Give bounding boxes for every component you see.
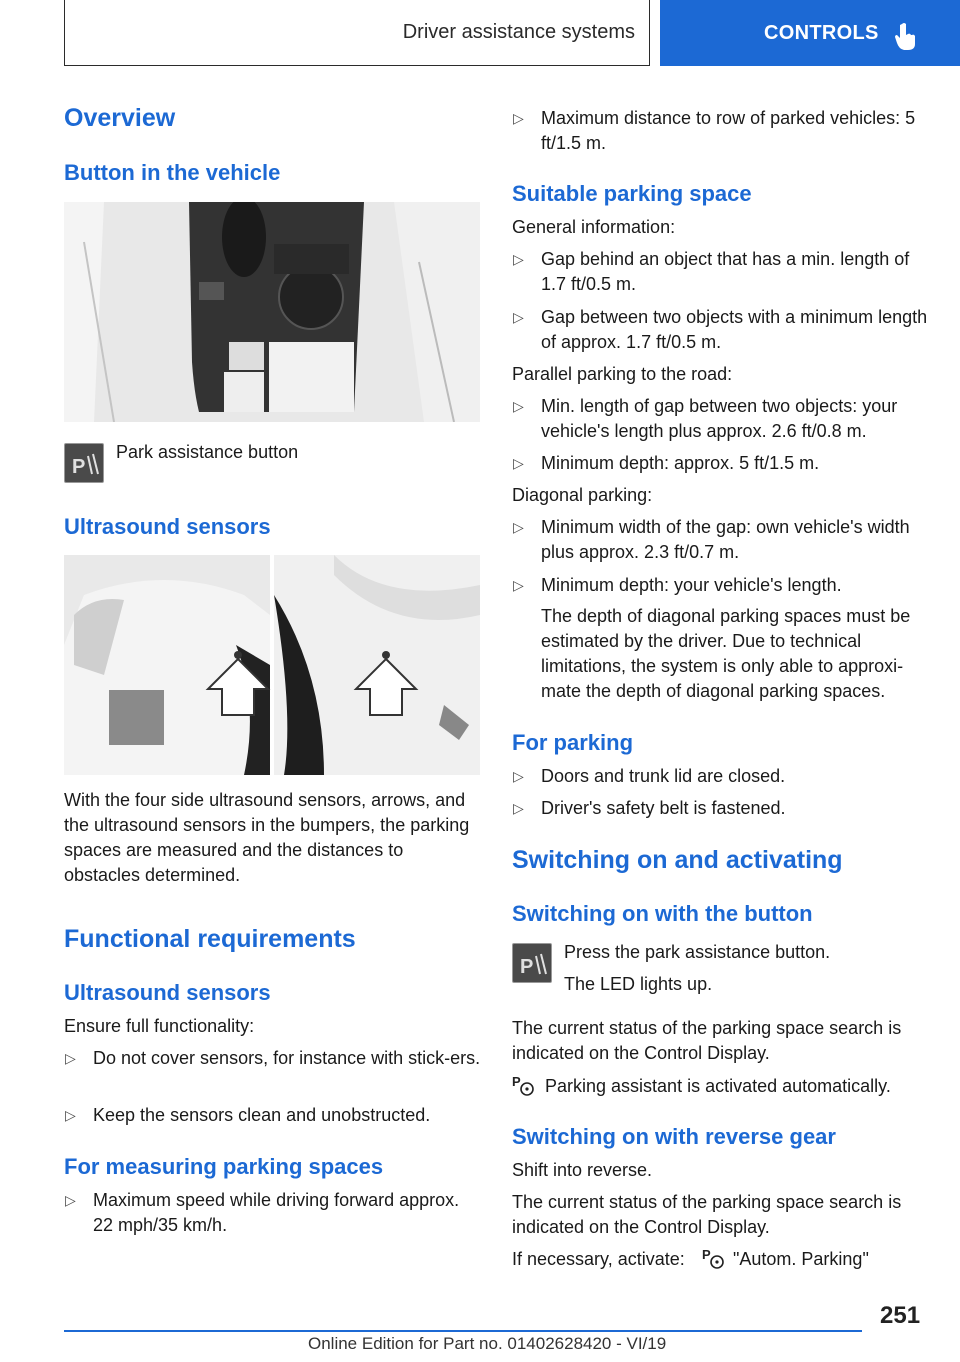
bullet-triangle-icon: ▷ (65, 1050, 76, 1066)
press-button-text: Press the park assistance button. (564, 942, 831, 962)
park-assist-button-icon (64, 443, 104, 483)
diagonal-parking-text: Diagonal parking: (512, 485, 653, 505)
bullet-triangle-icon: ▷ (513, 309, 524, 325)
hand-pointer-icon (894, 22, 918, 52)
parking-assistant-icon (702, 1246, 726, 1270)
diagonal-note: The depth of diagonal parking spaces must be estimated by the driver. Due to technical limitations, the system is only able to approxi-mate the depth of diagonal parking spaces. (541, 606, 911, 701)
switching-on-reverse-heading: Switching on with reverse gear (512, 1124, 836, 1149)
list-item: ▷ Minimum depth: your vehicle's length. (512, 573, 930, 598)
bullet-triangle-icon: ▷ (65, 1192, 76, 1208)
ensure-functionality-text: Ensure full functionality: (64, 1016, 255, 1036)
svg-text:P: P (512, 1074, 521, 1089)
parallel-parking-text: Parallel parking to the road: (512, 364, 733, 384)
switching-on-button-heading: Switching on with the button (512, 901, 813, 926)
switching-on-activating-heading: Switching on and activating (512, 846, 843, 874)
auto-activated-text: Parking assistant is activated automatically. (545, 1076, 891, 1096)
page-number: 251 (880, 1302, 921, 1329)
activate-text: If necessary, activate: (512, 1249, 685, 1269)
list-item: ▷ Do not cover sensors, for instance with stick-ers. (64, 1046, 482, 1071)
overview-heading: Overview (64, 104, 176, 132)
status-text-1: The current status of the parking space search is indicated on the Control Display. (512, 1018, 902, 1063)
footer-divider (64, 1330, 862, 1332)
ultrasound-description: With the four side ultrasound sensors, arrows, and the ultrasound sensors in the bumpers, the parking spaces are measured and the distances to obstacles determined. (64, 790, 470, 885)
list-item: ▷ Maximum distance to row of parked vehicles: 5 ft/1.5 m. (513, 108, 916, 153)
bullet-triangle-icon: ▷ (513, 251, 524, 267)
for-parking-heading: For parking (512, 730, 634, 755)
general-information-text: General information: (512, 217, 676, 237)
list-item: ▷ Doors and trunk lid are closed. (512, 764, 930, 789)
header-chapter-title: CONTROLS (764, 21, 879, 44)
led-text: The LED lights up. (564, 974, 713, 994)
list-item: ▷ Maximum speed while driving forward approx. 22 mph/35 km/h. (65, 1190, 460, 1235)
functional-requirements-heading: Functional requirements (64, 925, 356, 953)
list-item: ▷ Minimum width of the gap: own vehicle's width plus approx. 2.3 ft/0.7 m. (513, 517, 910, 562)
status-text-2: The current status of the parking space search is indicated on the Control Display. (512, 1192, 902, 1237)
bullet-triangle-icon: ▷ (513, 519, 524, 535)
list-item: ▷ Driver's safety belt is fastened. (512, 796, 930, 821)
ultrasound-sensors-heading-2: Ultrasound sensors (64, 980, 271, 1005)
bumper-sensor-image (64, 555, 480, 775)
bullet-triangle-icon: ▷ (513, 768, 524, 784)
button-in-vehicle-heading: Button in the vehicle (64, 160, 281, 185)
parking-assistant-icon (512, 1073, 536, 1097)
console-image (64, 202, 480, 422)
bullet-triangle-icon: ▷ (65, 1107, 76, 1123)
list-item: ▷ Min. length of gap between two objects: your vehicle's length plus approx. 2.6 ft/0.8 m. (513, 396, 898, 441)
bullet-triangle-icon: ▷ (513, 800, 524, 816)
svg-text:P: P (72, 456, 86, 478)
svg-text:P: P (520, 956, 534, 978)
list-item: ▷ Keep the sensors clean and unobstructed. (64, 1103, 482, 1128)
svg-text:P: P (702, 1247, 711, 1262)
autom-parking-text: "Autom. Parking" (733, 1249, 869, 1269)
header-section-title: Driver assistance systems (402, 21, 635, 43)
bullet-triangle-icon: ▷ (513, 398, 524, 414)
park-assist-caption: Park assistance button (116, 442, 299, 462)
list-item: ▷ Gap behind an object that has a min. length of 1.7 ft/0.5 m. (513, 249, 910, 294)
shift-reverse-text: Shift into reverse. (512, 1160, 653, 1180)
ultrasound-sensors-heading: Ultrasound sensors (64, 514, 271, 539)
bullet-triangle-icon: ▷ (513, 577, 524, 593)
suitable-parking-space-heading: Suitable parking space (512, 181, 752, 206)
footer-edition: Online Edition for Part no. 01402628420 - VI/19 (308, 1334, 667, 1353)
bullet-triangle-icon: ▷ (513, 455, 524, 471)
list-item: ▷ Gap between two objects with a minimum length of approx. 1.7 ft/0.5 m. (513, 307, 928, 352)
bullet-triangle-icon: ▷ (513, 110, 524, 126)
list-item: ▷ Minimum depth: approx. 5 ft/1.5 m. (512, 451, 930, 476)
measuring-parking-spaces-heading: For measuring parking spaces (64, 1154, 384, 1179)
park-assist-button-icon (512, 943, 552, 983)
header-section-box (64, 0, 650, 66)
